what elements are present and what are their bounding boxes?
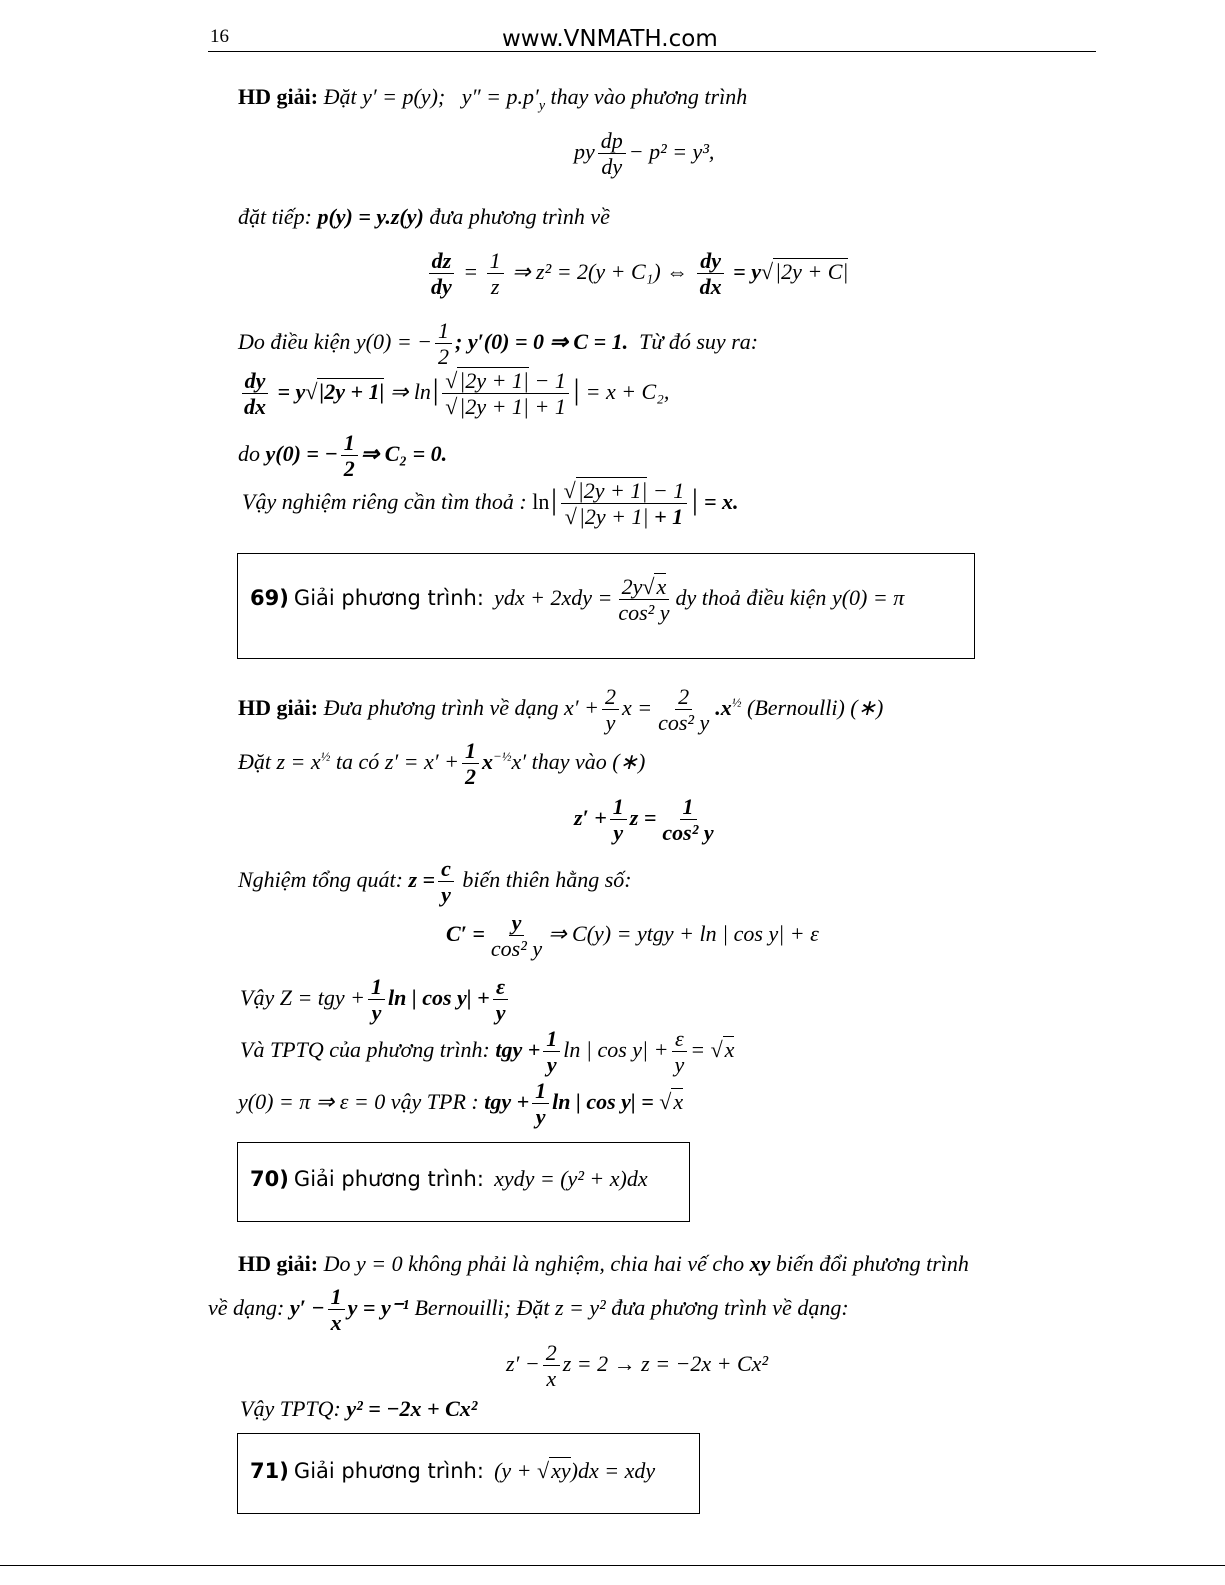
sol68-line4: $\frac{dy}{dx}$ = y√|2y + 1| ⇒ ln| $\frac{√|2y + 1| - 1}{√|2y + 1| + 1}$ | = x + C₂, bbox=[238, 368, 669, 420]
sol69-line3: Nghiệm tổng quát: z = $\frac{c}{y}$ biến thiên hằng số: bbox=[238, 856, 632, 908]
sol68-line2: đặt tiếp: p(y) = y.z(y) đưa phương trình về bbox=[238, 204, 610, 229]
problem-69-statement: 69) Giải phương trình: ydx + 2xdy = $\frac{2y√x}{\text{cos² y}}$ dy thoả điều kiện y(0) = π bbox=[250, 574, 905, 626]
sol69-line6: y(0) = π ⇒ ε = 0 vậy TPR : tgy + $\frac{1}{y}$ ln | cos y| = √x bbox=[238, 1078, 684, 1130]
sol69-eq1: z′ + $\frac{1}{y}$ z = $\frac{1}{\text{cos² y}}$ bbox=[574, 794, 714, 846]
sol70-line3: Vậy TPTQ: y² = −2x + Cx² bbox=[240, 1396, 478, 1421]
sol68-eq2: $\frac{dz}{dy}$ = $\frac{1}{z}$ ⇒ z² = 2(y + C₁) ⇔ $\frac{dy}{dx}$ = y√|2y + C| bbox=[425, 248, 848, 300]
problem-70-statement: 70) Giải phương trình: xydy = (y² + x)dx bbox=[250, 1166, 648, 1191]
sol68-line1: HD giải: Đặt y′ = p(y); $y'' = p.p'_y$ thay vào phương trình bbox=[238, 84, 748, 114]
sol69-line5: Và TPTQ của phương trình: tgy + $\frac{1}{y}$ ln | cos y| + $\frac{\varepsilon}{y}$ = √x bbox=[240, 1026, 735, 1078]
sol68-line5: do y(0) = − $\frac{1}{2}$ ⇒ C₂ = 0. bbox=[238, 430, 448, 482]
sol68-eq1: py $\frac{dp}{dy}$ − p² = y³, bbox=[574, 128, 715, 180]
problem-71-statement: 71) Giải phương trình: (y + √xy)dx = xdy bbox=[250, 1458, 656, 1483]
sol69-eq2: C′ = $\frac{y}{\text{cos² y}}$ ⇒ C(y) = ytgy + ln | cos y| + ε bbox=[446, 910, 819, 962]
sol68-line6: Vậy nghiệm riêng cần tìm thoả : ln| $\frac{√|2y + 1| - 1}{√|2y + 1| + 1}$ | = x. bbox=[242, 478, 739, 530]
site-header: www.VNMATH.com bbox=[502, 26, 718, 52]
header-rule bbox=[208, 51, 1096, 52]
sol69-line2: Đặt $z = x^{\frac{1}{2}}$ ta có z′ = x′ + $\frac{1}{2}$ $x^{-\frac{1}{2}}x'$ thay vào (∗) bbox=[238, 738, 646, 790]
sol69-line1: HD giải: Đưa phương trình về dạng x′ + $\frac{2}{y}$ x = $\frac{2}{\text{cos² y}}$ $.x^{\frac{1}{2}}$ (Bernoulli) (∗) bbox=[238, 684, 884, 736]
sol70-line2: về dạng: y′ − $\frac{1}{x}$ y = y⁻¹ Bernouilli; Đặt z = y² đưa phương trình về dạng: bbox=[208, 1284, 849, 1336]
page-number: 16 bbox=[210, 26, 229, 47]
sol70-eq: z′ − $\frac{2}{x}$ z = 2 → z = −2x + Cx² bbox=[506, 1340, 769, 1392]
bottom-rule bbox=[0, 1565, 1225, 1566]
sol68-line3: Do điều kiện y(0) = − $\frac{1}{2}$ ; y′(0) = 0 ⇒ C = 1. Từ đó suy ra: bbox=[238, 318, 759, 370]
sol70-line1: HD giải: Do y = 0 không phải là nghiệm, chia hai vế cho xy biến đổi phương trình bbox=[238, 1251, 969, 1276]
sol69-line4: Vậy Z = tgy + $\frac{1}{y}$ ln | cos y| + $\frac{\varepsilon}{y}$ bbox=[240, 974, 511, 1026]
